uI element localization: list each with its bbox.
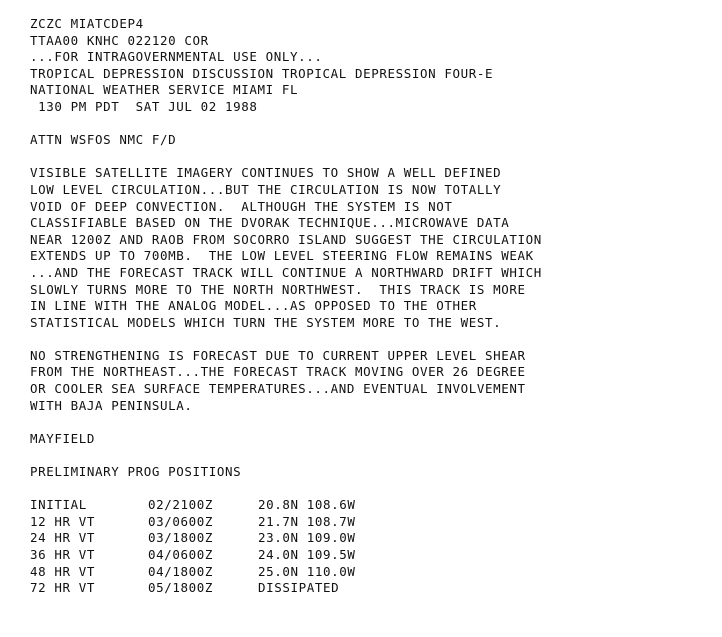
spacer	[30, 481, 710, 498]
row-label: 24 HR VT	[30, 530, 96, 546]
text-line: NEAR 1200Z AND RAOB FROM SOCORRO ISLAND SUGGEST THE CIRCULATION	[30, 231, 542, 247]
row-position: 23.0N 109.0W	[258, 530, 356, 546]
text-line: STATISTICAL MODELS WHICH TURN THE SYSTEM MORE TO THE WEST.	[30, 314, 502, 330]
row-time: 03/1800Z	[148, 530, 214, 546]
spacer	[30, 116, 710, 133]
discussion-document	[30, 16, 710, 597]
row-position: 21.7N 108.7W	[258, 513, 356, 529]
row-position: DISSIPATED	[258, 580, 340, 596]
spacer	[30, 331, 710, 348]
header-line: 130 PM PDT SAT JUL 02 1988	[30, 98, 258, 114]
row-position: 24.0N 109.5W	[258, 547, 356, 562]
row-time: 04/1800Z	[148, 563, 214, 579]
text-line: EXTENDS UP TO 700MB. THE LOW LEVEL STEERING FLOW REMAINS WEAK	[30, 248, 534, 264]
row-label: 12 HR VT	[30, 513, 96, 529]
paragraph-1	[30, 165, 710, 331]
header-line: TTAA00 KNHC 022120 COR	[30, 32, 209, 48]
paragraph-2	[30, 348, 710, 414]
row-position: 20.8N 108.6W	[258, 497, 356, 513]
signature: MAYFIELD	[30, 430, 96, 446]
header-line: ...FOR INTRAGOVERNMENTAL USE ONLY...	[30, 49, 323, 65]
row-time: 04/0600Z	[148, 547, 214, 562]
row-label: 72 HR VT	[30, 580, 96, 596]
text-line: CLASSIFIABLE BASED ON THE DVORAK TECHNIQUE...MICROWAVE DATA	[30, 215, 510, 231]
table-row	[30, 514, 458, 531]
header-line: ZCZC MIATCDEP4	[30, 16, 144, 31]
row-position: 25.0N 110.0W	[258, 563, 356, 579]
table-row	[30, 564, 458, 581]
row-label: 48 HR VT	[30, 563, 96, 579]
text-line: SLOWLY TURNS MORE TO THE NORTH NORTHWEST. THIS TRACK IS MORE	[30, 281, 526, 297]
table-row	[30, 547, 458, 564]
prog-positions-table	[30, 497, 458, 597]
text-line: VISIBLE SATELLITE IMAGERY CONTINUES TO SHOW A WELL DEFINED	[30, 165, 502, 181]
row-label: INITIAL	[30, 497, 87, 513]
row-time: 02/2100Z	[148, 497, 214, 513]
header-block	[30, 16, 710, 116]
text-line: NO STRENGTHENING IS FORECAST DUE TO CURRENT UPPER LEVEL SHEAR	[30, 347, 526, 363]
row-label: 36 HR VT	[30, 547, 96, 562]
spacer	[30, 149, 710, 166]
row-time: 05/1800Z	[148, 580, 214, 596]
text-line: ...AND THE FORECAST TRACK WILL CONTINUE A NORTHWARD DRIFT WHICH	[30, 264, 542, 280]
header-line: NATIONAL WEATHER SERVICE MIAMI FL	[30, 82, 299, 98]
text-line: LOW LEVEL CIRCULATION...BUT THE CIRCULATION IS NOW TOTALLY	[30, 181, 502, 197]
attn-line: ATTN WSFOS NMC F/D	[30, 132, 177, 148]
text-line: OR COOLER SEA SURFACE TEMPERATURES...AND EVENTUAL INVOLVEMENT	[30, 381, 526, 397]
spacer	[30, 414, 710, 431]
table-row	[30, 580, 458, 597]
table-row	[30, 530, 458, 547]
table-row	[30, 497, 458, 514]
text-line: VOID OF DEEP CONVECTION. ALTHOUGH THE SYSTEM IS NOT	[30, 198, 453, 214]
text-line: FROM THE NORTHEAST...THE FORECAST TRACK MOVING OVER 26 DEGREE	[30, 364, 526, 380]
spacer	[30, 447, 710, 464]
prog-title: PRELIMINARY PROG POSITIONS	[30, 464, 242, 480]
row-time: 03/0600Z	[148, 513, 214, 529]
text-line: WITH BAJA PENINSULA.	[30, 397, 193, 413]
header-line: TROPICAL DEPRESSION DISCUSSION TROPICAL DEPRESSION FOUR-E	[30, 65, 494, 81]
text-line: IN LINE WITH THE ANALOG MODEL...AS OPPOSED TO THE OTHER	[30, 298, 477, 314]
